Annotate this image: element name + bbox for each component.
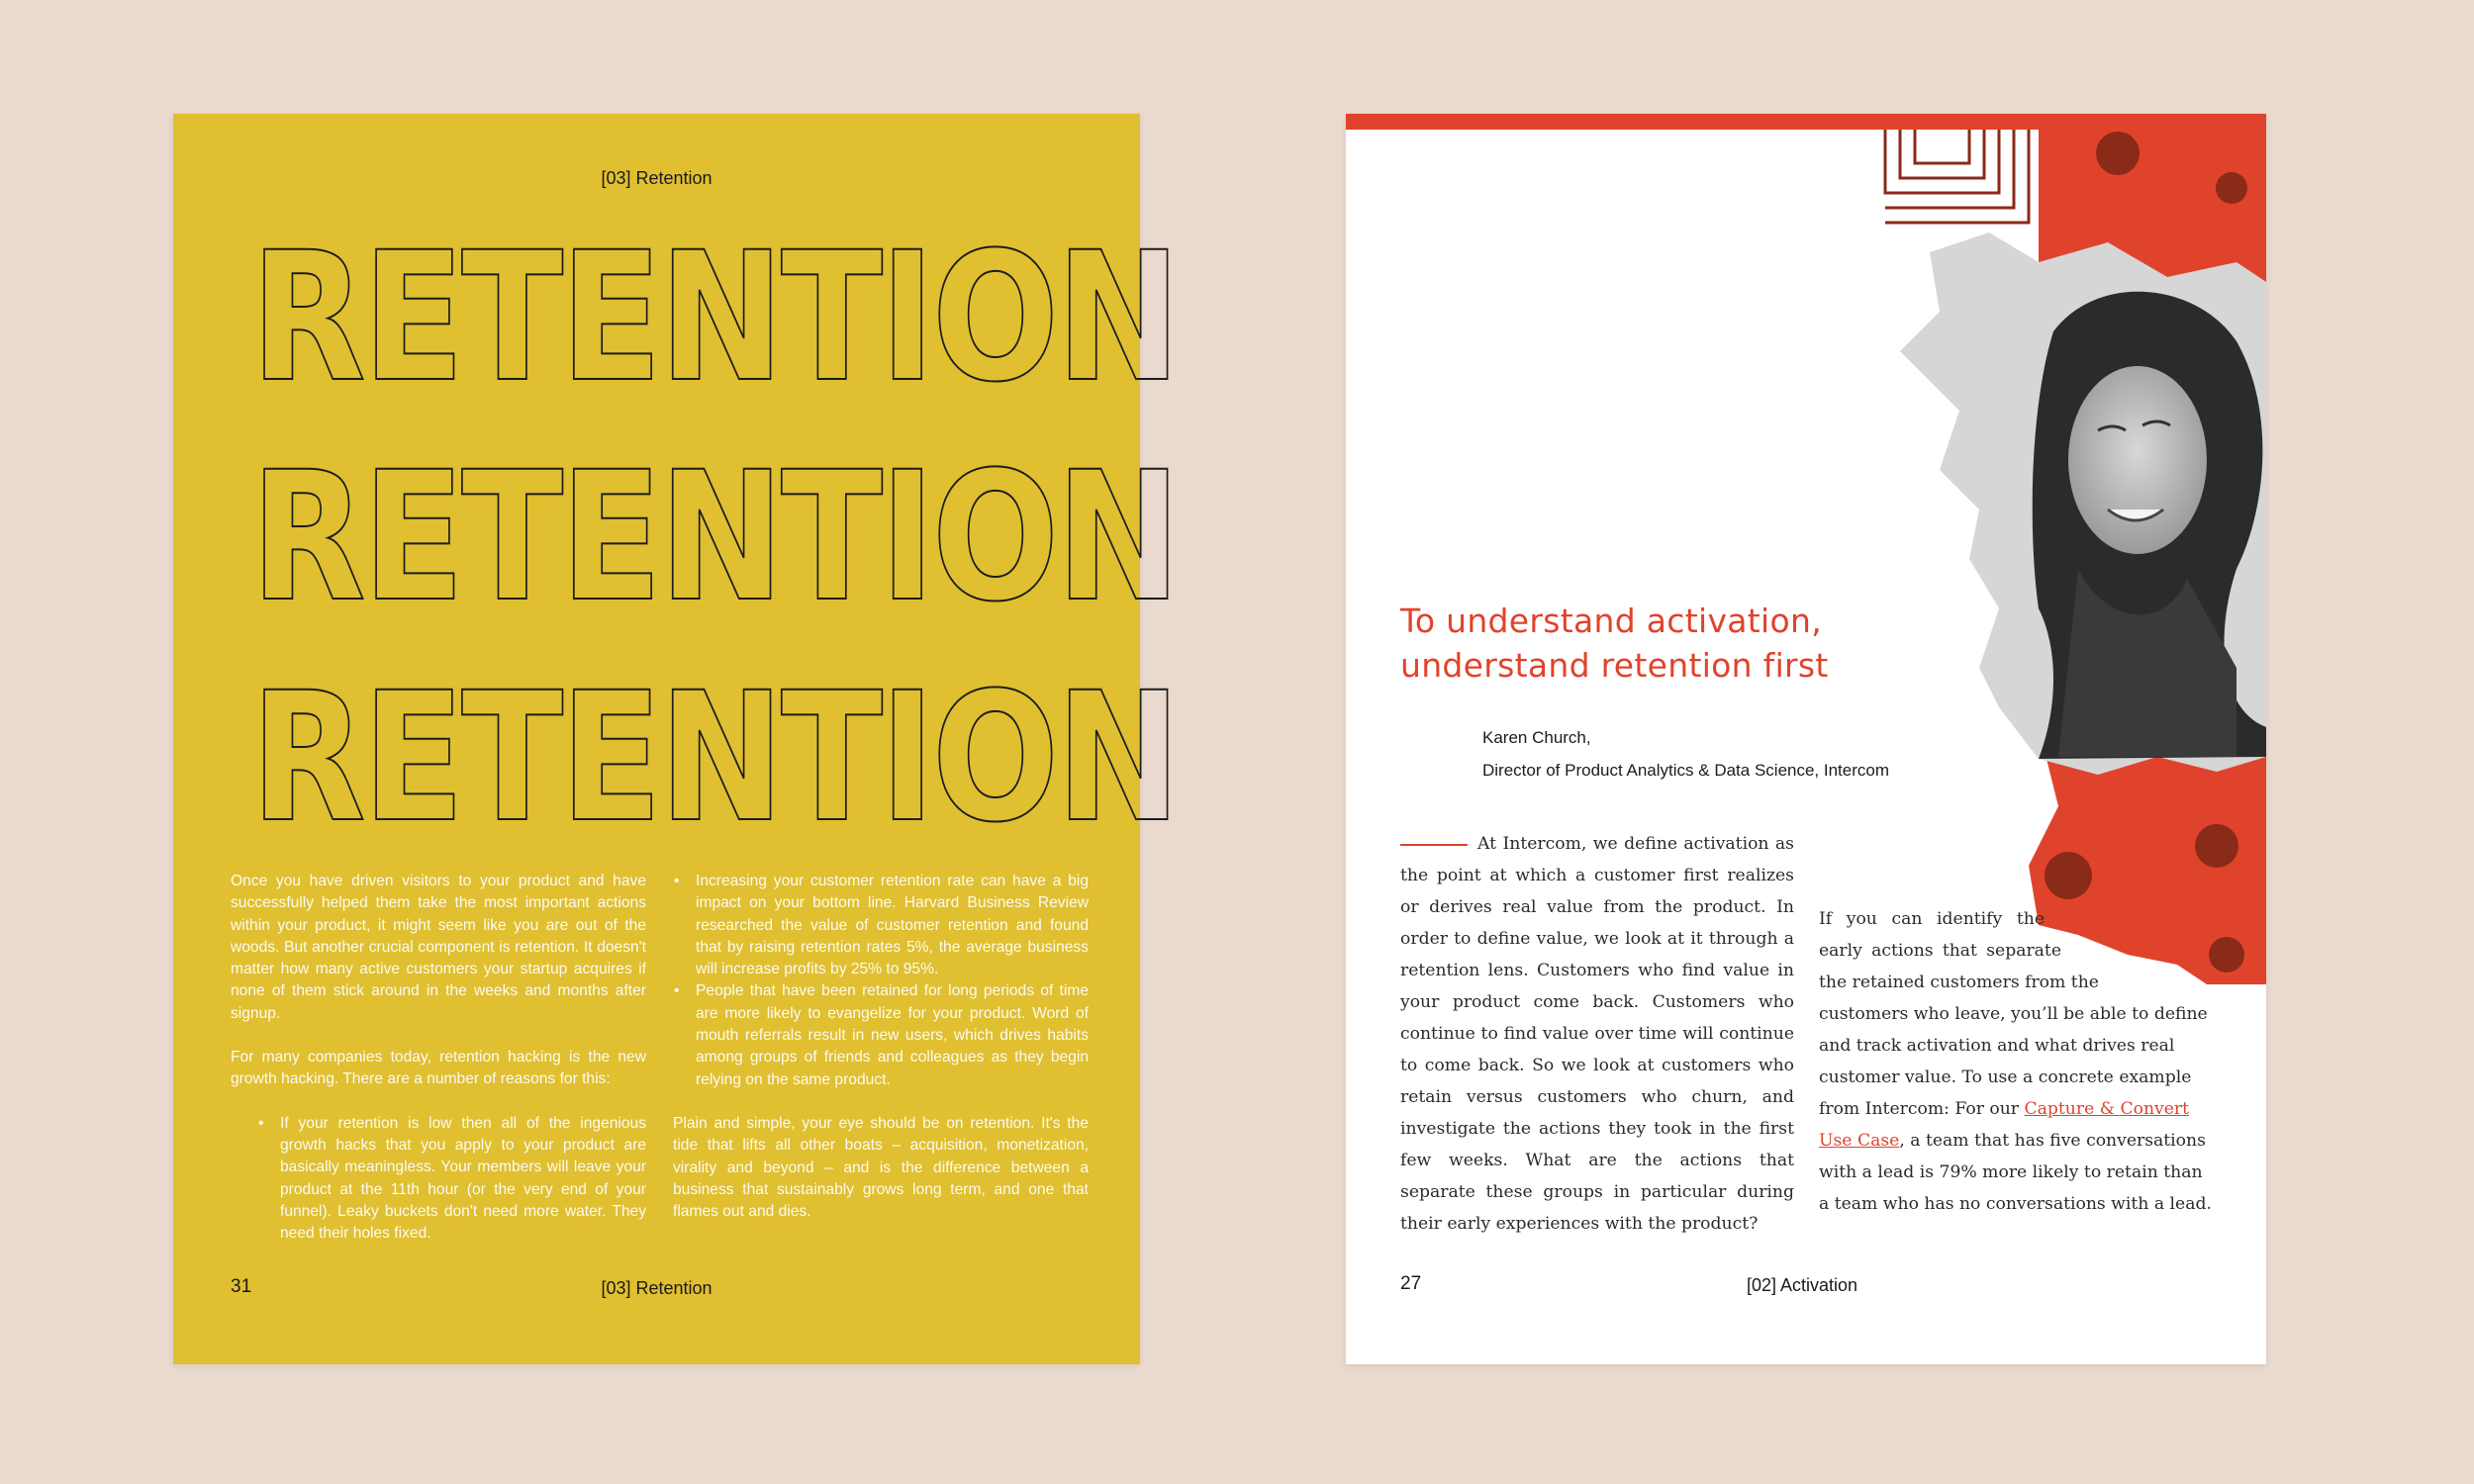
right-text-column-1 [1400,828,1794,1240]
bullet-list [280,1113,646,1246]
page-header: [03] Retention [601,168,713,188]
headline-line: To understand activation, [1400,602,1823,640]
portrait-photo [2033,292,2266,759]
paragraph: Once you have driven visitors to your product and have successfully helped them take the most important actions within your product, it might seem like you are out of the woods. But another crucial component is retention. It doesn't matter how many active customers your startup acquires if none of them stick around in the weeks and months after signup. [231,873,646,1022]
list-item: • If your retention is low then all of the ingenious growth hacks that you apply to your product are basically meaningless. Your members will leave your product at the 11th hour (or the very end of your funnel). Leaky buckets don't need more water. They need their holes fixed. [280,1113,646,1246]
retention-title-1: RETENTION [250,215,1179,421]
paragraph: Plain and simple, your eye should be on retention. It's the tide that lifts all other boats – acquisition, monetization, virality and beyond – and is the difference between a business that sustainably grows long term, and one that flames out and dies. [673,1114,1089,1221]
retention-title-2: RETENTION [250,434,1179,641]
text-run: customers who leave, you’ll be able to define and track activation and what drives real customer value. To use a concrete example from Intercom: For our [1819,1004,2208,1119]
author-credit [1482,724,1889,789]
page-footer-title: [03] Retention [601,1278,713,1298]
right-page [1346,114,2266,1364]
bullet-list [696,871,1089,1091]
list-item: • People that have been retained for long periods of time are more likely to evangelize for your product. Word of mouth referrals result in new users, which drives habits among groups of friends and colleagues as they begin relying on the same product. [696,980,1089,1090]
author-title: Director of Product Analytics & Data Science, Intercom [1482,761,1890,780]
text-run: , a team that has five conversations with a lead is 79% more likely to retain than a team who has no conversations with a lead. [1819,1131,2212,1214]
paragraph: At Intercom, we define activation as the point at which a customer first realizes or derives real value from the product. In order to define value, we look at it through a retention lens. Customers who find value in your product come back. Customers who continue to find value over time will continue to come back. So we look at customers who retain versus customers who churn, and investigate the actions they took in the first few weeks. What are the actions that separate these groups in particular during their early experiences with the product? [1400,834,1794,1234]
list-item: • Increasing your customer retention rate can have a big impact on your bottom line. Harvard Business Review researched the value of customer retention and found that by raising retention rates 5%, the average business will increase profits by 25% to 95%. [696,871,1089,980]
text-line: the retained customers from the [1819,973,2099,992]
line-pattern-decoration [1885,130,2029,223]
left-text-column-2 [673,871,1089,1245]
left-page [173,114,1179,1364]
paragraph: For many companies today, retention hacking is the new growth hacking. There are a number of reasons for this: [231,1049,646,1088]
text-line: If you can identify the [1819,909,2045,929]
page-number: 27 [1400,1273,1422,1294]
headline-line: understand retention first [1400,646,1829,685]
right-text-column-2 [1819,903,2215,1220]
page-number: 31 [231,1276,252,1297]
text-line: early actions that separate [1819,941,2061,961]
article-headline [1400,599,1954,688]
author-name: Karen Church, [1482,728,1591,747]
retention-title-3: RETENTION [250,655,1179,862]
page-footer-title: [02] Activation [1747,1275,1858,1295]
left-text-column-1 [231,871,646,1245]
capture-convert-link[interactable]: Capture & Convert Use Case [1819,1099,2190,1151]
